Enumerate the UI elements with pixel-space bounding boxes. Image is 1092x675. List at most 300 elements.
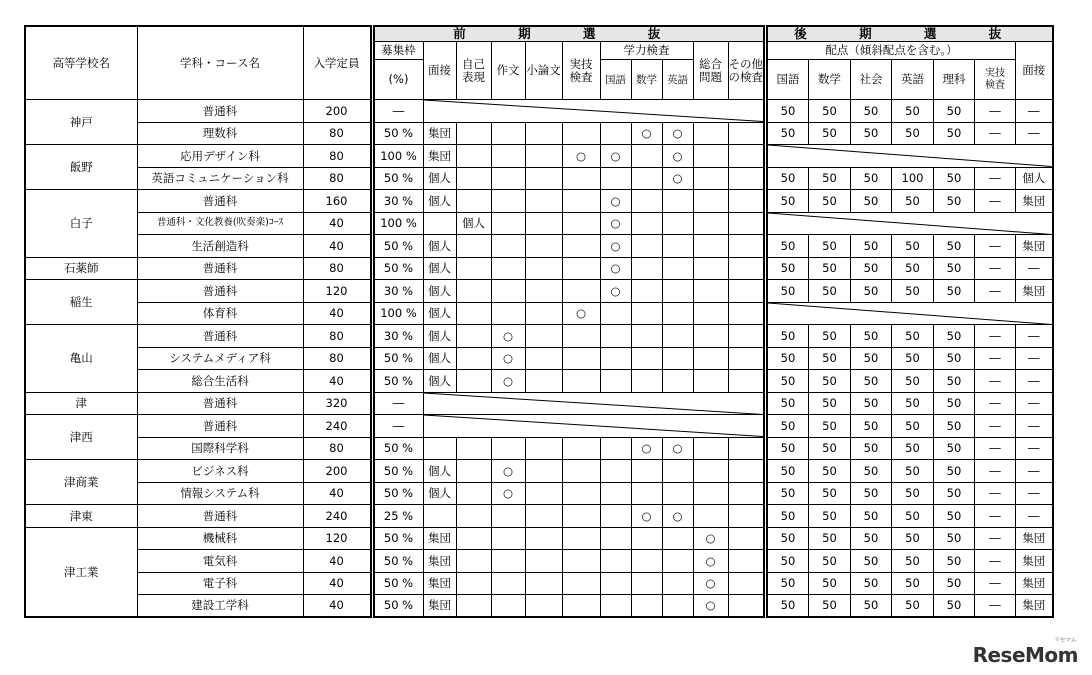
early-short-cell (525, 527, 562, 550)
early-general-cell: ○ (693, 527, 728, 550)
early-other-cell (728, 482, 766, 505)
late-english-score: 50 (892, 595, 934, 618)
early-self-cell (456, 167, 491, 190)
late-social-score: 50 (851, 100, 892, 123)
quota-value: 50 % (372, 257, 423, 280)
early-essay-cell (491, 145, 525, 168)
late-social-score: 50 (851, 122, 892, 145)
capacity-value: 80 (303, 122, 372, 145)
early-interview-cell: 集団 (423, 145, 456, 168)
capacity-value: 200 (303, 460, 372, 483)
early-english-cell (662, 482, 693, 505)
late-interview-score: ― (1016, 257, 1053, 280)
late-english-score: 50 (892, 415, 934, 438)
school-name: 神戸 (25, 100, 137, 145)
school-name: 津工業 (25, 527, 137, 617)
early-general-cell (693, 302, 728, 325)
early-interview-cell: 個人 (423, 325, 456, 348)
early-math-cell (631, 212, 662, 235)
early-other-cell (728, 190, 766, 213)
header-short-essay: 小論文 (525, 42, 562, 100)
late-social-score: 50 (851, 527, 892, 550)
late-math-score: 50 (809, 392, 851, 415)
early-self-cell (456, 595, 491, 618)
late-social-score: 50 (851, 257, 892, 280)
late-practical-score: ― (975, 190, 1016, 213)
course-name: 普通科 (137, 505, 303, 528)
early-self-cell (456, 122, 491, 145)
early-practical-cell (562, 280, 600, 303)
table-row (25, 460, 1053, 483)
header-early-band: 前 期 選 抜 (372, 26, 766, 42)
early-math-cell (631, 347, 662, 370)
early-not-applicable (423, 100, 766, 123)
table-row (25, 145, 1053, 168)
late-english-score: 50 (892, 122, 934, 145)
early-japanese-cell: ○ (600, 280, 631, 303)
table-row (25, 100, 1053, 123)
capacity-value: 40 (303, 482, 372, 505)
quota-value: 50 % (372, 595, 423, 618)
early-essay-cell (491, 595, 525, 618)
header-late-practical: 実技 検査 (975, 60, 1016, 100)
late-japanese-score: 50 (766, 527, 809, 550)
capacity-value: 80 (303, 437, 372, 460)
early-self-cell (456, 550, 491, 573)
early-general-cell (693, 347, 728, 370)
early-short-cell (525, 370, 562, 393)
early-essay-cell (491, 167, 525, 190)
early-other-cell (728, 370, 766, 393)
early-other-cell (728, 347, 766, 370)
early-practical-cell (562, 325, 600, 348)
header-self-expression: 自己 表現 (456, 42, 491, 100)
quota-value: 30 % (372, 190, 423, 213)
late-interview-score: 集団 (1016, 572, 1053, 595)
quota-value: ― (372, 415, 423, 438)
early-english-cell (662, 572, 693, 595)
late-interview-score: 集団 (1016, 550, 1053, 573)
early-interview-cell: 個人 (423, 235, 456, 258)
early-japanese-cell: ○ (600, 257, 631, 280)
capacity-value: 80 (303, 347, 372, 370)
header-japanese: 国語 (600, 60, 631, 100)
late-science-score: 50 (934, 325, 975, 348)
early-self-cell (456, 572, 491, 595)
late-practical-score: ― (975, 325, 1016, 348)
early-essay-cell (491, 190, 525, 213)
quota-value: 50 % (372, 482, 423, 505)
early-math-cell: ○ (631, 437, 662, 460)
early-general-cell: ○ (693, 550, 728, 573)
late-science-score: 50 (934, 235, 975, 258)
late-japanese-score: 50 (766, 595, 809, 618)
header-math: 数学 (631, 60, 662, 100)
resemom-logo: リセマム ReseMom (972, 637, 1078, 667)
early-essay-cell (491, 437, 525, 460)
early-practical-cell (562, 190, 600, 213)
early-short-cell (525, 460, 562, 483)
capacity-value: 160 (303, 190, 372, 213)
capacity-value: 120 (303, 280, 372, 303)
late-practical-score: ― (975, 527, 1016, 550)
header-interview: 面接 (423, 42, 456, 100)
table-row (25, 190, 1053, 213)
early-practical-cell (562, 550, 600, 573)
late-interview-score: 個人 (1016, 167, 1053, 190)
late-japanese-score: 50 (766, 190, 809, 213)
early-practical-cell (562, 347, 600, 370)
early-japanese-cell: ○ (600, 235, 631, 258)
quota-value: 50 % (372, 527, 423, 550)
late-english-score: 50 (892, 392, 934, 415)
late-interview-score: ― (1016, 460, 1053, 483)
table-row (25, 235, 1053, 258)
early-english-cell (662, 190, 693, 213)
early-math-cell (631, 460, 662, 483)
early-short-cell (525, 550, 562, 573)
late-english-score: 50 (892, 280, 934, 303)
quota-value: 30 % (372, 325, 423, 348)
table-row (25, 437, 1053, 460)
early-math-cell (631, 145, 662, 168)
late-math-score: 50 (809, 550, 851, 573)
late-practical-score: ― (975, 595, 1016, 618)
late-english-score: 50 (892, 550, 934, 573)
late-practical-score: ― (975, 235, 1016, 258)
quota-value: ― (372, 392, 423, 415)
late-social-score: 50 (851, 325, 892, 348)
course-name: 情報システム科 (137, 482, 303, 505)
late-english-score: 50 (892, 460, 934, 483)
late-science-score: 50 (934, 415, 975, 438)
table-row (25, 572, 1053, 595)
quota-value: 50 % (372, 122, 423, 145)
early-math-cell (631, 190, 662, 213)
late-interview-score: 集団 (1016, 595, 1053, 618)
late-social-score: 50 (851, 437, 892, 460)
early-short-cell (525, 302, 562, 325)
header-general: 総合 問題 (693, 42, 728, 100)
early-interview-cell: 個人 (423, 190, 456, 213)
late-japanese-score: 50 (766, 100, 809, 123)
admission-table (24, 25, 1054, 618)
quota-value: 50 % (372, 550, 423, 573)
late-social-score: 50 (851, 460, 892, 483)
late-practical-score: ― (975, 167, 1016, 190)
early-short-cell (525, 325, 562, 348)
early-self-cell (456, 325, 491, 348)
course-name: 建設工学科 (137, 595, 303, 618)
early-short-cell (525, 122, 562, 145)
capacity-value: 40 (303, 212, 372, 235)
quota-value: 50 % (372, 572, 423, 595)
late-japanese-score: 50 (766, 460, 809, 483)
late-english-score: 50 (892, 370, 934, 393)
early-japanese-cell (600, 347, 631, 370)
late-social-score: 50 (851, 280, 892, 303)
late-math-score: 50 (809, 280, 851, 303)
late-social-score: 50 (851, 505, 892, 528)
late-science-score: 50 (934, 482, 975, 505)
course-name: 総合生活科 (137, 370, 303, 393)
late-interview-score: ― (1016, 100, 1053, 123)
early-short-cell (525, 190, 562, 213)
early-short-cell (525, 167, 562, 190)
early-short-cell (525, 212, 562, 235)
capacity-value: 200 (303, 100, 372, 123)
course-name: 機械科 (137, 527, 303, 550)
early-short-cell (525, 482, 562, 505)
late-math-score: 50 (809, 595, 851, 618)
early-interview-cell: 集団 (423, 595, 456, 618)
course-name: 普通科 (137, 280, 303, 303)
quota-value: 50 % (372, 235, 423, 258)
early-essay-cell: ○ (491, 347, 525, 370)
table-row (25, 325, 1053, 348)
header-late-band: 後 期 選 抜 (766, 26, 1053, 42)
school-name: 津東 (25, 505, 137, 528)
late-science-score: 50 (934, 550, 975, 573)
late-english-score: 50 (892, 505, 934, 528)
early-essay-cell (491, 302, 525, 325)
early-interview-cell (423, 505, 456, 528)
course-name: 普通科 (137, 190, 303, 213)
course-name: 応用デザイン科 (137, 145, 303, 168)
header-late-social: 社会 (851, 60, 892, 100)
early-other-cell (728, 325, 766, 348)
early-self-cell (456, 302, 491, 325)
quota-value: 50 % (372, 437, 423, 460)
early-general-cell (693, 190, 728, 213)
late-interview-score: ― (1016, 325, 1053, 348)
early-self-cell (456, 257, 491, 280)
early-practical-cell: ○ (562, 145, 600, 168)
early-japanese-cell: ○ (600, 190, 631, 213)
early-essay-cell (491, 527, 525, 550)
header-late-math: 数学 (809, 60, 851, 100)
early-essay-cell (491, 122, 525, 145)
early-short-cell (525, 280, 562, 303)
early-essay-cell (491, 550, 525, 573)
early-not-applicable (423, 415, 766, 438)
late-math-score: 50 (809, 370, 851, 393)
early-english-cell (662, 302, 693, 325)
late-math-score: 50 (809, 437, 851, 460)
early-essay-cell: ○ (491, 370, 525, 393)
late-practical-score: ― (975, 257, 1016, 280)
late-japanese-score: 50 (766, 572, 809, 595)
early-practical-cell: ○ (562, 302, 600, 325)
late-practical-score: ― (975, 392, 1016, 415)
course-name: ビジネス科 (137, 460, 303, 483)
early-math-cell (631, 257, 662, 280)
late-social-score: 50 (851, 190, 892, 213)
late-not-applicable (766, 145, 1053, 168)
early-japanese-cell: ○ (600, 145, 631, 168)
late-japanese-score: 50 (766, 392, 809, 415)
early-practical-cell (562, 437, 600, 460)
late-japanese-score: 50 (766, 550, 809, 573)
late-english-score: 50 (892, 325, 934, 348)
early-practical-cell (562, 572, 600, 595)
capacity-value: 120 (303, 527, 372, 550)
late-japanese-score: 50 (766, 415, 809, 438)
late-practical-score: ― (975, 482, 1016, 505)
late-english-score: 50 (892, 257, 934, 280)
school-name: 津西 (25, 415, 137, 460)
late-social-score: 50 (851, 347, 892, 370)
late-english-score: 50 (892, 437, 934, 460)
quota-value: 100 % (372, 302, 423, 325)
early-other-cell (728, 167, 766, 190)
table-row (25, 550, 1053, 573)
late-interview-score: ― (1016, 437, 1053, 460)
early-general-cell (693, 122, 728, 145)
table-row (25, 167, 1053, 190)
course-name: 普通科 (137, 325, 303, 348)
late-science-score: 50 (934, 392, 975, 415)
early-japanese-cell (600, 482, 631, 505)
quota-value: 50 % (372, 370, 423, 393)
early-essay-cell (491, 572, 525, 595)
late-english-score: 50 (892, 190, 934, 213)
course-name: 普通科 (137, 100, 303, 123)
early-math-cell: ○ (631, 122, 662, 145)
early-practical-cell (562, 595, 600, 618)
capacity-value: 80 (303, 325, 372, 348)
late-math-score: 50 (809, 122, 851, 145)
late-practical-score: ― (975, 572, 1016, 595)
course-name: 普通科・文化教養(吹奏楽)ｺｰｽ (137, 212, 303, 235)
table-row (25, 595, 1053, 618)
late-science-score: 50 (934, 257, 975, 280)
late-english-score: 50 (892, 235, 934, 258)
course-name: 電気科 (137, 550, 303, 573)
early-other-cell (728, 460, 766, 483)
late-practical-score: ― (975, 437, 1016, 460)
late-not-applicable (766, 212, 1053, 235)
course-name: 体育科 (137, 302, 303, 325)
quota-value: 50 % (372, 460, 423, 483)
late-social-score: 50 (851, 370, 892, 393)
early-japanese-cell: ○ (600, 212, 631, 235)
late-practical-score: ― (975, 100, 1016, 123)
early-english-cell (662, 235, 693, 258)
early-interview-cell: 個人 (423, 257, 456, 280)
late-science-score: 50 (934, 595, 975, 618)
early-other-cell (728, 235, 766, 258)
table-row (25, 527, 1053, 550)
early-general-cell (693, 505, 728, 528)
course-name: 電子科 (137, 572, 303, 595)
late-japanese-score: 50 (766, 347, 809, 370)
late-interview-score: ― (1016, 392, 1053, 415)
early-short-cell (525, 145, 562, 168)
early-other-cell (728, 437, 766, 460)
early-general-cell (693, 460, 728, 483)
early-practical-cell (562, 505, 600, 528)
late-social-score: 50 (851, 235, 892, 258)
course-name: 国際科学科 (137, 437, 303, 460)
capacity-value: 240 (303, 415, 372, 438)
late-japanese-score: 50 (766, 167, 809, 190)
header-late-english: 英語 (892, 60, 934, 100)
header-practical: 実技 検査 (562, 42, 600, 100)
late-interview-score: 集団 (1016, 280, 1053, 303)
late-science-score: 50 (934, 527, 975, 550)
early-short-cell (525, 257, 562, 280)
table-row (25, 347, 1053, 370)
header-quota: 募集枠 (372, 42, 423, 60)
early-general-cell (693, 167, 728, 190)
table-row (25, 122, 1053, 145)
early-self-cell (456, 527, 491, 550)
early-other-cell (728, 527, 766, 550)
late-science-score: 50 (934, 122, 975, 145)
capacity-value: 80 (303, 167, 372, 190)
capacity-value: 40 (303, 572, 372, 595)
early-math-cell (631, 527, 662, 550)
header-quota-unit: (%) (372, 60, 423, 100)
late-math-score: 50 (809, 572, 851, 595)
early-self-cell (456, 280, 491, 303)
early-self-cell (456, 460, 491, 483)
late-practical-score: ― (975, 122, 1016, 145)
late-english-score: 50 (892, 572, 934, 595)
late-math-score: 50 (809, 100, 851, 123)
early-interview-cell: 集団 (423, 122, 456, 145)
early-general-cell (693, 145, 728, 168)
late-science-score: 50 (934, 100, 975, 123)
header-capacity: 入学定員 (303, 26, 372, 100)
late-japanese-score: 50 (766, 482, 809, 505)
early-practical-cell (562, 235, 600, 258)
early-interview-cell: 個人 (423, 167, 456, 190)
early-short-cell (525, 505, 562, 528)
early-math-cell (631, 325, 662, 348)
late-science-score: 50 (934, 505, 975, 528)
early-math-cell (631, 167, 662, 190)
early-other-cell (728, 595, 766, 618)
header-school: 高等学校名 (25, 26, 137, 100)
early-english-cell (662, 212, 693, 235)
late-practical-score: ― (975, 505, 1016, 528)
early-general-cell: ○ (693, 572, 728, 595)
early-general-cell (693, 280, 728, 303)
late-interview-score: 集団 (1016, 527, 1053, 550)
early-short-cell (525, 347, 562, 370)
school-name: 白子 (25, 190, 137, 258)
late-interview-score: ― (1016, 415, 1053, 438)
header-english: 英語 (662, 60, 693, 100)
capacity-value: 40 (303, 595, 372, 618)
early-general-cell (693, 212, 728, 235)
early-interview-cell (423, 212, 456, 235)
early-japanese-cell (600, 460, 631, 483)
early-english-cell (662, 257, 693, 280)
late-english-score: 50 (892, 347, 934, 370)
table-row (25, 370, 1053, 393)
early-general-cell (693, 257, 728, 280)
early-general-cell (693, 482, 728, 505)
late-english-score: 50 (892, 527, 934, 550)
late-japanese-score: 50 (766, 235, 809, 258)
early-general-cell: ○ (693, 595, 728, 618)
early-math-cell (631, 370, 662, 393)
table-row (25, 415, 1053, 438)
early-japanese-cell (600, 527, 631, 550)
